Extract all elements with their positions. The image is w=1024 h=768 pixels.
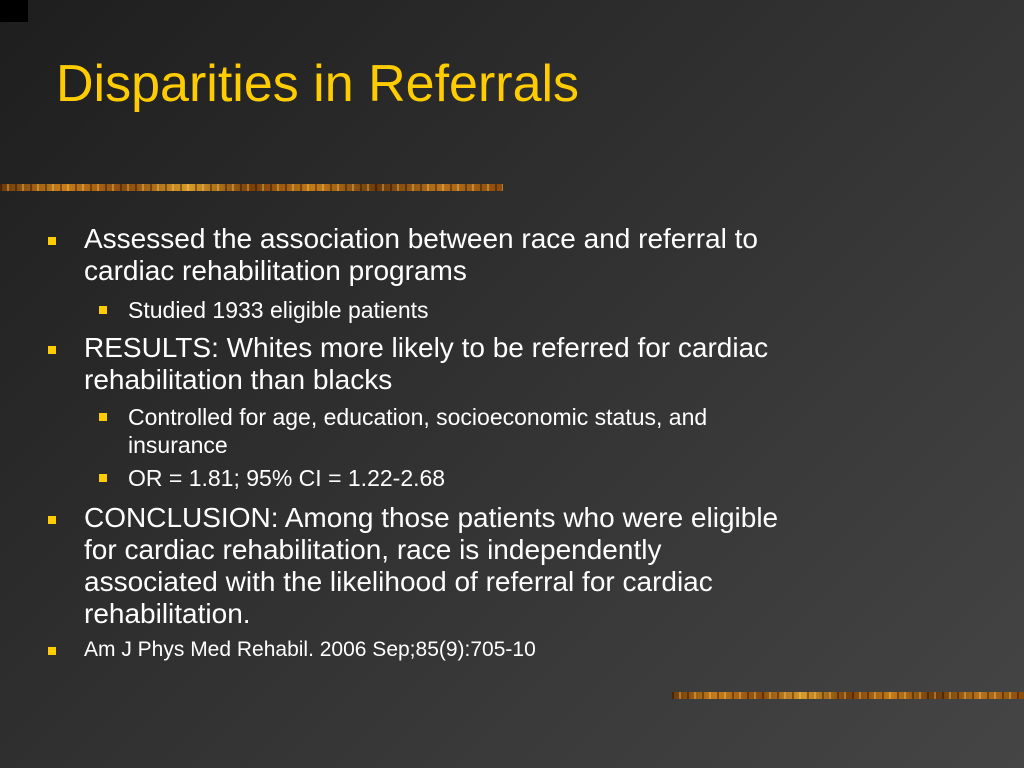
bullet-text: CONCLUSION: Among those patients who were eligible for cardiac rehabilitation, race is independently associated with the likelihood of referral for cardiac rehabilitation. (84, 502, 779, 629)
square-bullet-icon (48, 647, 56, 655)
slide-title: Disparities in Referrals (56, 55, 580, 113)
sub-bullet-item-2 (128, 403, 707, 459)
bullet-text: Controlled for age, education, socioeconomic status, and insurance (128, 404, 708, 458)
bullet-item-1 (84, 223, 758, 287)
square-bullet-icon (48, 516, 56, 524)
square-bullet-icon (99, 413, 107, 421)
bullet-text: Studied 1933 eligible patients (128, 297, 429, 323)
square-bullet-icon (99, 306, 107, 314)
citation-item (84, 637, 536, 663)
square-bullet-icon (99, 474, 107, 482)
citation-text: Am J Phys Med Rehabil. 2006 Sep;85(9):705-10 (84, 638, 536, 661)
decorative-rule-bottom (672, 692, 1024, 699)
bullet-text: Assessed the association between race and referral to cardiac rehabilitation programs (84, 223, 758, 286)
bullet-text: OR = 1.81; 95% CI = 1.22-2.68 (128, 465, 446, 491)
bullet-item-3 (84, 502, 778, 630)
square-bullet-icon (48, 346, 56, 354)
sub-bullet-item-1 (128, 296, 429, 324)
square-bullet-icon (48, 237, 56, 245)
bullet-text: RESULTS: Whites more likely to be referred for cardiac rehabilitation than blacks (84, 332, 769, 395)
sub-bullet-item-3 (128, 464, 445, 492)
bullet-item-2 (84, 332, 768, 396)
